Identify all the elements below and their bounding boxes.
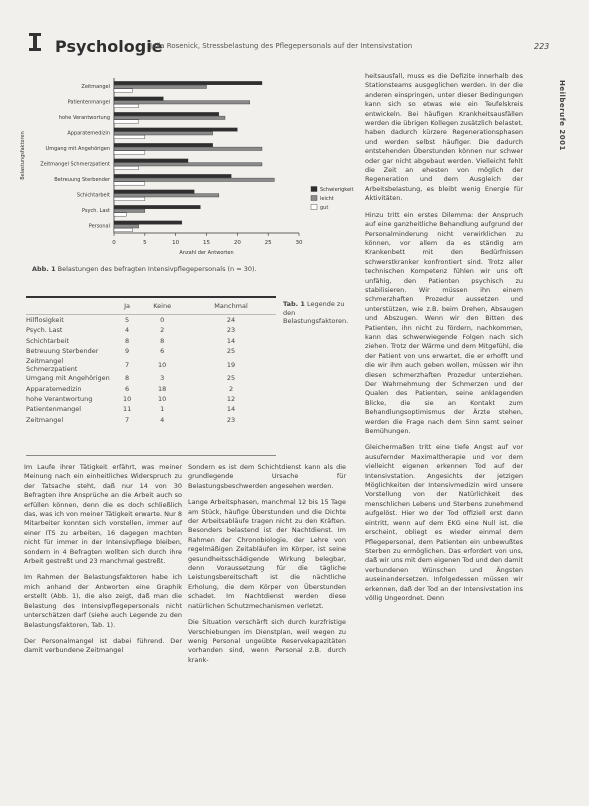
paragraph: Die Situation verschärft sich durch kurzfristige Verschiebungen im Dienstplan, weil wegen zu wenig Personal ungeübte Reservekapazitäten vorhanden sind, wenn Personal z.B. durch krank-: [188, 618, 346, 664]
bar-schwierigkeit: [114, 128, 237, 131]
table-caption: [283, 300, 353, 326]
bar-gut: [114, 182, 145, 185]
table-cell: 8: [125, 336, 130, 345]
table-header-row: [26, 300, 276, 315]
y-tick-label: Umgang mit Angehörigen: [45, 145, 110, 152]
x-tick-label: 15: [203, 240, 210, 246]
table-row: [26, 394, 276, 404]
table-cell: 10: [158, 394, 167, 403]
bar-schwierigkeit: [114, 143, 213, 146]
legend-label: leicht: [320, 196, 334, 202]
table-cell: 12: [226, 394, 236, 403]
side-tab: Heilberufe 2001: [558, 80, 566, 151]
table-cell: 3: [160, 374, 165, 383]
bar-leicht: [114, 116, 225, 119]
table-cell: 25: [226, 347, 236, 356]
table-row: [26, 404, 276, 414]
x-tick-label: 25: [264, 240, 272, 246]
table-cell: 8: [160, 336, 165, 345]
paragraph: Im Rahmen der Belastungsfaktoren habe ich mich anhand der Antworten eine Graphik erstellt (Abb. 1), die also zeigt, daß man die Belastung des Intensivpflegepersonals nicht unterschätzen darf (siehe auch Legende zu den Belastungsfaktoren, Tab. 1).: [24, 573, 182, 629]
table-row: [26, 383, 276, 393]
table-top-rule: [26, 296, 276, 298]
legend-label: Schwierigkeit: [320, 187, 354, 193]
table-cell: 5: [125, 316, 130, 325]
table-cell: 4: [125, 326, 130, 335]
table-row: [26, 325, 276, 335]
bar-schwierigkeit: [114, 221, 182, 224]
table-cell: 7: [125, 360, 130, 369]
table-cell: 6: [160, 347, 165, 356]
table-cell: 8: [125, 374, 130, 383]
bar-gut: [114, 104, 139, 107]
bar-gut: [114, 135, 145, 138]
bar-leicht: [114, 194, 219, 197]
table-cell: 24: [226, 316, 236, 325]
table-row: [26, 336, 276, 346]
article-running-head: Jella Rosenick, Stressbelastung des Pflegepersonals auf der Intensivstation: [150, 42, 413, 50]
journal-logo-icon: [28, 33, 42, 51]
bar-leicht: [114, 85, 207, 88]
paragraph: Der Personalmangel ist dabei führend. Der damit verbundene Zeitmangel: [24, 636, 182, 655]
paragraph: heitsausfall, muss es die Defizite innerhalb des Stationsteams ausgeglichen werden. In der die anderen einspringen, unter dieser Bedingungen kann sich so etwas wie ein Teufelskreis entwickeln. Bei häufigen Krankheitsausfällen werden die übrigen Kollegen zusätzlich belastet, haben dadurch kürzere Regenerationsphasen und werden selbst häufiger. Die dadurch entstehenden Überstunden können nur schwer oder gar nicht abgebaut werden. Vielleicht fehlt die Zeit an ehesten von möglich der Regeneration und dem Ausgleich der Arbeitsbelastung, es bleibt wenig Energie für Aktivitäten.: [365, 72, 523, 203]
bar-schwierigkeit: [114, 97, 163, 100]
y-axis-label: Belastungsfaktoren: [20, 131, 26, 180]
table-cell: 4: [160, 415, 165, 424]
y-tick-label: Personal: [88, 223, 110, 230]
table-bottom-rule: [26, 455, 276, 456]
table-header-cell: [26, 300, 116, 315]
bar-leicht: [114, 209, 145, 212]
table-cell: 2: [160, 326, 165, 335]
table-cell: 10: [158, 360, 167, 369]
y-tick-label: Apparatemedizin: [67, 130, 110, 137]
table-header-cell: Manchmal: [186, 300, 276, 315]
table-row: [26, 315, 276, 326]
bar-gut: [114, 228, 133, 231]
table-row-label: Umgang mit Angehörigen: [26, 374, 110, 383]
table-row: [26, 346, 276, 356]
table-row-label: hohe Verantwortung: [26, 394, 93, 403]
y-tick-label: Psych. Last: [81, 207, 110, 214]
table-cell: 14: [226, 405, 236, 414]
paragraph: Im Laufe ihrer Tätigkeit erfährt, was meiner Meinung nach ein einheitliches Widerspruch zu der Tatsache steht, daß nur 14 von 30 Befragten ihre Ansprüche an die Arbeit auch so erfüllen können, denn die es doch schließlich das, was ich von meiner Tätigkeit erwarte. Nur 8 Mitarbeiter konnten sich vorstellen, immer auf einer ITS zu arbeiten, 16 dagegen machten nicht für immer in der Intensivpflege bleiben, sondern in 4 Befragten wollten sich durch ihre Arbeit gestreßt und 23 manchmal gestreßt.: [24, 463, 182, 566]
legend-swatch: [311, 187, 317, 192]
legend-label: gut: [320, 205, 329, 211]
bar-gut: [114, 213, 126, 216]
bar-leicht: [114, 147, 262, 150]
belastungs-table: [26, 300, 276, 425]
figure-caption: [32, 265, 257, 273]
bar-gut: [114, 166, 139, 169]
x-tick-label: 30: [295, 240, 303, 246]
bar-gut: [114, 120, 139, 123]
table-cell: 11: [122, 405, 132, 414]
table-cell: 9: [125, 347, 130, 356]
journal-title: Psychologie: [55, 37, 163, 56]
y-tick-label: Zeitmangel Schmerzpatient: [40, 161, 110, 168]
bar-gut: [114, 151, 145, 154]
bar-gut: [114, 197, 145, 200]
y-tick-label: Schichtarbeit: [76, 192, 110, 199]
y-tick-label: Betreuung Sterbender: [54, 176, 110, 183]
x-tick-label: 10: [172, 240, 180, 246]
table-cell: 14: [226, 336, 236, 345]
x-tick-label: 0: [112, 240, 116, 246]
table-cell: 19: [226, 360, 236, 369]
legend-swatch: [311, 205, 317, 210]
table-row-label: Hilflosigkeit: [26, 316, 64, 325]
bar-schwierigkeit: [114, 174, 231, 177]
table-cell: 6: [125, 384, 130, 393]
figure-caption-label: Abb. 1: [32, 265, 56, 273]
table-cell: 7: [125, 415, 130, 424]
table-row-label: Psych. Last: [26, 326, 63, 335]
bar-schwierigkeit: [114, 81, 262, 84]
figure-caption-text: Belastungen des befragten Intensivpflegepersonals (n = 30).: [57, 265, 257, 273]
table-cell: 25: [226, 374, 236, 383]
bar-schwierigkeit: [114, 205, 200, 208]
table-header-cell: Ja: [116, 300, 138, 315]
table-row: [26, 373, 276, 383]
paragraph: Hinzu tritt ein erstes Dilemma: der Anspruch auf eine ganzheitliche Behandlung aufgrund der Personalminderung nicht verwirklichen zu können, vor allem da es ständig am Krankenbett mit den Bedürfnissen schwerstkranker konfrontiert sind. Trotz aller technischen Kompetenz fühlen wir uns oft unfähig, den Patienten psychisch zu stabilisieren. Wir müssen ihn einem schmerzhaften Prozedur aussetzen und unterstützen, wie z.B. beim Drehen, Absaugen und Abszugen. Wenn wir den Bitten des Patienten, ihn nicht zu fördern, nachkommen, kann das schwerwiegende Folgen nach sich ziehen. Trotz der Wärme und dem Mitgefühl, die der Patient von uns erwartet, die er erhofft und die wir ihm auch geben wollen, müssen wir ihn diesen schmerzhaften Prozedur unterziehen. Der Wahrnehmung der Schmerzen und der Qualen des Patienten, seine anklagenden Blicke, die sie an Kontakt zum Behandlungsoptimismus der Ärzte stehen, werden die Frage nach dem Sinn samt seiner Bemühungen.: [365, 210, 523, 436]
x-tick-label: 5: [143, 240, 147, 246]
table-cell: 23: [226, 326, 236, 335]
bar-leicht: [114, 178, 274, 181]
page-number: 223: [534, 42, 550, 51]
paragraph: Gleichermaßen tritt eine tiefe Angst auf vor ausufernder Maximaltherapie und vor dem vielleicht eigenen erkennen Tod auf der Intensivstation. Angesichts der jetzigen Möglichkeiten der Intensivmedizin wird unsere Vorstellung von der Natürlichkeit des menschlichen Lebens und Sterbens zunehmend aufgelöst. Hier wo der Tod offiziell erst dann eintritt, wenn auf dem EKG eine Null ist, die erscheint, obliegt es wieder einmal dem Pflegepersonal, dem Patienten ein unbewußtes Sterben zu ermöglichen. Das erfordert von uns, daß wir uns mit dem eigenen Tod und den damit verbundenen Wünschen und Ängsten auseinandersetzen. Infolgedessen müssen wir erkennen, daß der Tod an der Intensivstation ins völlig Ungeordnet. Denn: [365, 443, 523, 602]
table-cell: 18: [158, 384, 167, 393]
bar-schwierigkeit: [114, 190, 194, 193]
belastungsfaktoren-bar-chart: [14, 70, 354, 265]
x-tick-label: 20: [233, 240, 241, 246]
paragraph: Sondern es ist dem Schichtdienst kann als die grundlegende Ursache für Belastungsbeschwerden angesehen werden.: [188, 463, 346, 490]
legend-swatch: [311, 196, 317, 201]
table-row: [26, 356, 276, 373]
text-column-right: [365, 72, 523, 610]
table-header-cell: Keine: [138, 300, 186, 315]
table-row-label: Schichtarbeit: [26, 336, 70, 345]
y-tick-label: Zeitmangel: [81, 83, 110, 90]
table-row-label: Zeitmangel Schmerzpatient: [26, 356, 78, 373]
bar-schwierigkeit: [114, 112, 219, 115]
table-row-label: Patientenmangel: [26, 405, 82, 414]
bar-gut: [114, 89, 133, 92]
table-cell: 23: [226, 415, 236, 424]
table-cell: 2: [228, 384, 234, 393]
bar-leicht: [114, 101, 250, 104]
x-axis-label: Anzahl der Antworten: [179, 250, 234, 256]
table-caption-text: Legende zu den Belastungsfaktoren.: [283, 300, 349, 325]
table-row-label: Zeitmangel: [26, 415, 64, 424]
bar-schwierigkeit: [114, 159, 188, 162]
text-column-left: [24, 463, 182, 663]
table-caption-label: Tab. 1: [283, 300, 305, 308]
bar-leicht: [114, 132, 213, 135]
paragraph: Lange Arbeitsphasen, manchmal 12 bis 15 Tage am Stück, häufige Überstunden und die Dichte der Arbeitsabläufe tragen nicht zu den Kräften. Besonders belastend ist der Nachtdienst. Im Rahmen der Chronobiologie, der Lehre von regelmäßigen Zeitabläufen im Körper, ist seine gesundheitsschädigende Wirkung belegbar, denn Voraussetzung für die tägliche Leistungsbereitschaft ist die nächtliche Erholung, die dem Körper von Überstunden schadet. Im Nachtdienst werden diese natürlichen Schutzmechanismen verletzt.: [188, 498, 346, 610]
text-column-middle: [188, 463, 346, 672]
table-cell: 10: [122, 394, 132, 403]
bar-leicht: [114, 163, 262, 166]
y-tick-label: Patientenmangel: [67, 99, 110, 106]
table-row: [26, 414, 276, 424]
table-cell: 1: [160, 405, 165, 414]
table-row-label: Betreuung Sterbender: [26, 347, 99, 356]
table-row-label: Apparatemedizin: [26, 384, 82, 393]
bar-leicht: [114, 225, 139, 228]
table-cell: 0: [160, 316, 165, 325]
y-tick-label: hohe Verantwortung: [58, 114, 110, 121]
